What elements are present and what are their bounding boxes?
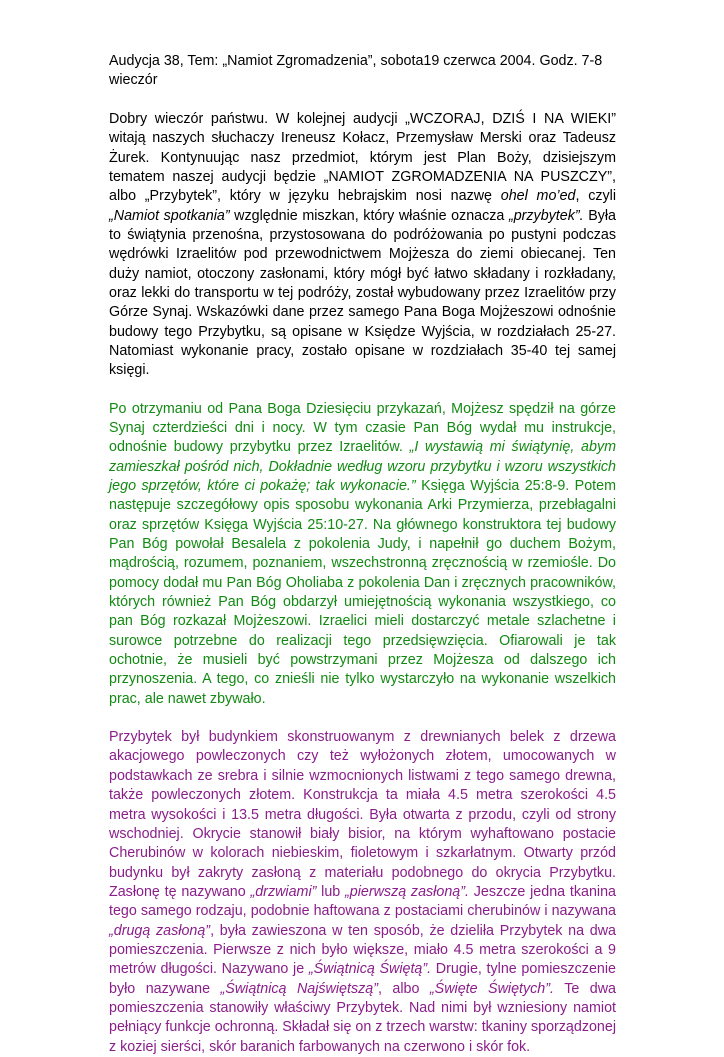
- text-run-italic: „Namiot spotkania”: [109, 207, 230, 224]
- text-run: Była to świątynia przenośna, przystosowana do podróżowania po pustyni podczas wędrówki Izraelitów pod przewodnictwem Mojżesza do ziemi obiecanej. Ten duży namiot, otoczony zasłonami, który mógł być łatwo składany i rozkładany, oraz lekki do transportu w tej podróży, został wybudowany przez Izraelitów przy Górze Synaj. Wskazówki dane przez samego Pana Boga Mojżeszowi odnośnie budowy tego Przybytku, są opisane w Księdze Wyjścia, w rozdziałach 25-27. Natomiast wykonanie pracy, zostało opisane w rozdziałach 35-40 tej samej księgi.: [109, 207, 617, 379]
- paragraph-introduction: [109, 110, 616, 381]
- text-run: Drugie, tylne pomieszczenie było nazywane: [109, 961, 616, 997]
- text-run-italic: „drzwiami”: [250, 883, 317, 900]
- text-run-italic: „pierwszą zasłoną”.: [345, 883, 469, 900]
- text-run: , była zawieszona w ten sposób, że dzieliła Przybytek na dwa pomieszczenia. Pierwsze z nich było większe, miało 4.5 metra szerokości a 9 metrów długości. Nazywano je: [109, 922, 616, 978]
- text-run-italic: ohel mo’ed: [500, 188, 576, 205]
- text-run: Przybytek był budynkiem skonstruowanym z drewnianych belek z drzewa akacjowego powleczonych czy też wyłożonych złotem, umocowanych w podstawkach ze srebra i silnie wzmocnionych listwami z tego samego drewna, także powleczonych złotem. Konstrukcja ta miała 4.5 metra szerokości 4.5 metra wysokości i 13.5 metra długości. Była otwarta z przodu, czyli od strony wschodniej. Okrycie stanowił biały bisior, na którym wyhaftowano postacie Cherubinów w kolorach niebieskim, fioletowym i szkarłatnym. Otwarty przód budynku był zakryty zasłoną z materiału podobnego do okrycia Przybytku. Zasłonę tę nazywano: [109, 729, 616, 900]
- text-run-italic: „Święte Świętych”.: [429, 980, 554, 997]
- document-header: Audycja 38, Tem: „Namiot Zgromadzenia”, sobota19 czerwca 2004. Godz. 7-8 wieczór: [109, 53, 603, 89]
- text-run-italic: „Świątnicą Świętą”.: [308, 961, 432, 978]
- text-run: Księga Wyjścia 25:8-9. Potem następuje szczegółowy opis sposobu wykonania Arki Przymierza, przebłagalni oraz sprzętów Księga Wyjścia 25:10-27. Na głównego konstruktora tej budowy Pan Bóg powołał Besalela z pokolenia Judy, i napełnił go duchem Bożym, mądrością, rozumem, poznaniem, wszechstronną zręcznością w rzemiośle. Do pomocy dodał mu Pan Bóg Oholiaba z pokolenia Dan i zręcznych pracowników, których również Pan Bóg obdarzył umiejętnością wykonania wszystkiego, co pan Bóg rozkazał Mojżeszowi. Izraelici mieli dostarczyć metale szlachetne i surowce potrzebne do realizacji tego przedsięwzięcia. Ofiarowali je tak ochotnie, że musieli być powstrzymani przez Mojżesza od dalszego ich przynoszenia. A tego, co znieśli nie tylko wystarczyło na wykonanie wszelkich prac, ale nawet zbywało.: [109, 478, 616, 707]
- text-run-italic: „przybytek”.: [508, 207, 584, 224]
- text-run: , czyli: [575, 188, 616, 205]
- text-run-italic: „Świątnicą Najświętszą”: [220, 980, 378, 997]
- text-run: lub: [316, 883, 345, 900]
- paragraph-structure: [109, 728, 616, 1057]
- text-run: , albo: [377, 980, 430, 997]
- text-run: Po otrzymaniu od Pana Boga Dziesięciu przykazań, Mojżesz spędził na górze Synaj czterdzieści dni i nocy. W tym czasie Pan Bóg wydał mu instrukcje, odnośnie budowy przybytku przez Izraelitów.: [109, 400, 616, 456]
- text-run-italic: „drugą zasłoną”: [109, 922, 211, 939]
- text-run-italic: „I wystawią mi świątynię, abym zamieszkał pośród nich, Dokładnie według wzoru przybytku i wzoru wszystkich jego sprzętów, które ci pokażę; tak wykonacie.”: [109, 439, 616, 494]
- text-run: względnie miszkan, który właśnie oznacza: [229, 207, 509, 224]
- text-run: Jeszcze jedna tkanina tego samego rodzaju, podobnie haftowana z postaciami cherubinów i nazywana: [109, 883, 616, 920]
- paragraph-instructions: [109, 400, 616, 710]
- text-run: Dobry wieczór państwu. W kolejnej audycji „WCZORAJ, DZIŚ I NA WIEKI” witają naszych słuchaczy Ireneusz Kołacz, Przemysław Merski oraz Tadeusz Żurek. Kontynuując nasz przedmiot, którym jest Plan Boży, dzisiejszym tematem naszej audycji będzie „NAMIOT ZGROMADZENIA NA PUSZCZY”, albo „Przybytek”, który w języku hebrajskim nosi nazwę: [109, 110, 616, 205]
- text-run: Te dwa pomieszczenia stanowiły właściwy Przybytek. Nad nimi był wzniesiony namiot pełniący funkcje ochronną. Składał się on z trzech warstw: tkaniny sporządzonej z koziej sierści, skór baranich farbowanych na czerwono i skór fok.: [109, 980, 617, 1055]
